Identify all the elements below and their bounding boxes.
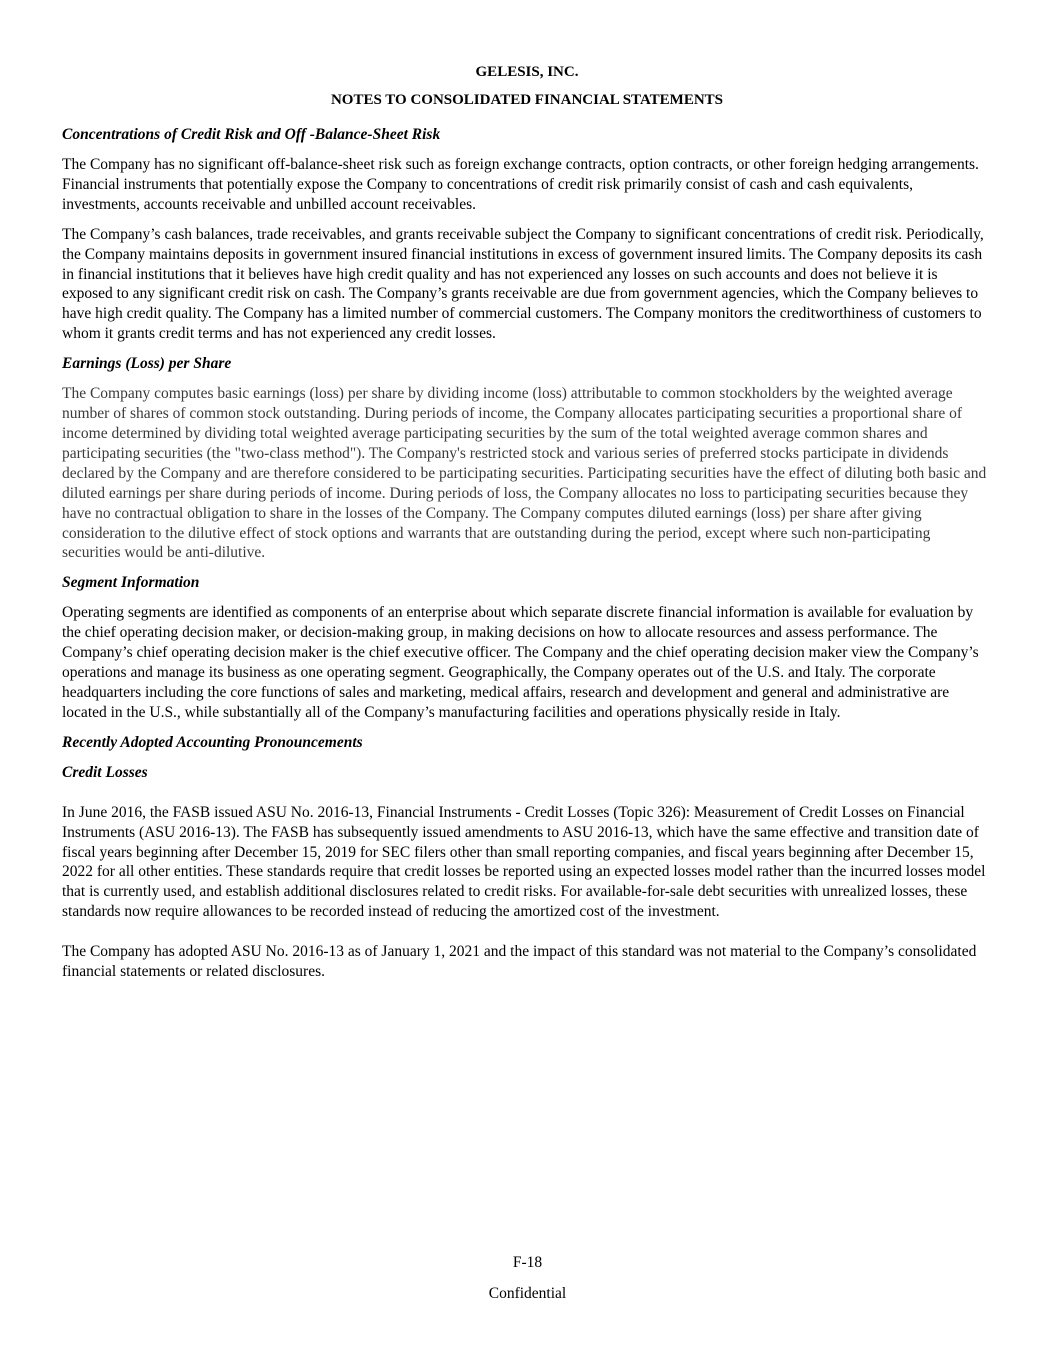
confidential-label: Confidential bbox=[488, 1285, 567, 1302]
paragraph-concentrations-1: The Company has no significant off-balance-sheet risk such as foreign exchange contracts, option contracts, or other foreign hedging arrangements. Financial instruments that potentially expose the Company to concentrations of credit risk primarily consist of cash and cash equivalents, investments, accounts receivable and unbilled account receivables. bbox=[62, 156, 979, 213]
paragraph-earnings-per-share: The Company computes basic earnings (loss) per share by dividing income (loss) attributable to common stockholders by the weighted average number of shares of common stock outstanding. During periods of income, the Company allocates participating securities a proportional share of income determined by dividing total weighted average participating securities by the sum of the total weighted average common shares and participating securities (the "two-class method"). The Company's restricted stock and various series of preferred stocks participate in dividends declared by the Company and are therefore considered to be participating securities. Participating securities have the effect of diluting both basic and diluted earnings per share during periods of income. During periods of loss, the Company allocates no loss to participating securities because they have no contractual obligation to share in the losses of the Company. The Company computes diluted earnings (loss) per share after giving consideration to the dilutive effect of stock options and warrants that are outstanding during the period, except where such non-participating securities would be anti-dilutive. bbox=[62, 385, 987, 562]
heading-recent-pronouncements: Recently Adopted Accounting Pronouncements bbox=[62, 733, 363, 751]
document-page bbox=[62, 62, 992, 982]
heading-credit-losses: Credit Losses bbox=[62, 763, 148, 781]
page-number: F-18 bbox=[512, 1254, 543, 1271]
paragraph-credit-losses-2: The Company has adopted ASU No. 2016-13 as of January 1, 2021 and the impact of this standard was not material to the Company’s consolidated financial statements or related disclosures. bbox=[62, 943, 977, 981]
heading-segment-information: Segment Information bbox=[62, 574, 200, 592]
paragraph-credit-losses-1: In June 2016, the FASB issued ASU No. 2016-13, Financial Instruments - Credit Losses (Topic 326): Measurement of Credit Losses on Financial Instruments (ASU 2016-13). The FASB has subsequently issued amendments to ASU 2016-13, which have the same effective and transition date of fiscal years beginning after December 15, 2019 for SEC filers other than small reporting companies, and fiscal years beginning after December 15, 2022 for all other entities. These standards require that credit losses be reported using an expected losses model rather than the incurred losses model that is currently used, and establish additional disclosures related to credit risks. For available-for-sale debt securities with unrealized losses, these standards now require allowances to be recorded instead of reducing the amortized cost of the investment. bbox=[62, 803, 986, 921]
heading-concentrations: Concentrations of Credit Risk and Off -Balance-Sheet Risk bbox=[62, 126, 441, 143]
heading-earnings-per-share: Earnings (Loss) per Share bbox=[62, 355, 232, 373]
paragraph-segment-information: Operating segments are identified as components of an enterprise about which separate discrete financial information is available for evaluation by the chief operating decision maker, or decision-making group, in making decisions on how to allocate resources and assess performance. The Company’s chief operating decision maker is the chief executive officer. The Company and the chief operating decision maker view the Company’s operations and manage its business as one operating segment. Geographically, the Company operates out of the U.S. and Italy. The corporate headquarters including the core functions of sales and marketing, medical affairs, research and development and general and administrative are located in the U.S., while substantially all of the Company’s manufacturing facilities and operations physically reside in Italy. bbox=[62, 604, 979, 721]
page-title: NOTES TO CONSOLIDATED FINANCIAL STATEMENTS bbox=[330, 92, 724, 108]
company-name: GELESIS, INC. bbox=[475, 64, 579, 80]
paragraph-concentrations-2: The Company’s cash balances, trade receivables, and grants receivable subject the Company to significant concentrations of credit risk. Periodically, the Company maintains deposits in government insured financial institutions in excess of government insured limits. The Company deposits its cash in financial institutions that it believes have high credit quality and has not experienced any losses on such accounts and does not believe it is exposed to any significant credit risk on cash. The Company’s grants receivable are due from government agencies, which the Company believes to have high credit quality. The Company has a limited number of commercial customers. The Company monitors the creditworthiness of customers to whom it grants credit terms and has not experienced any credit losses. bbox=[62, 225, 984, 343]
